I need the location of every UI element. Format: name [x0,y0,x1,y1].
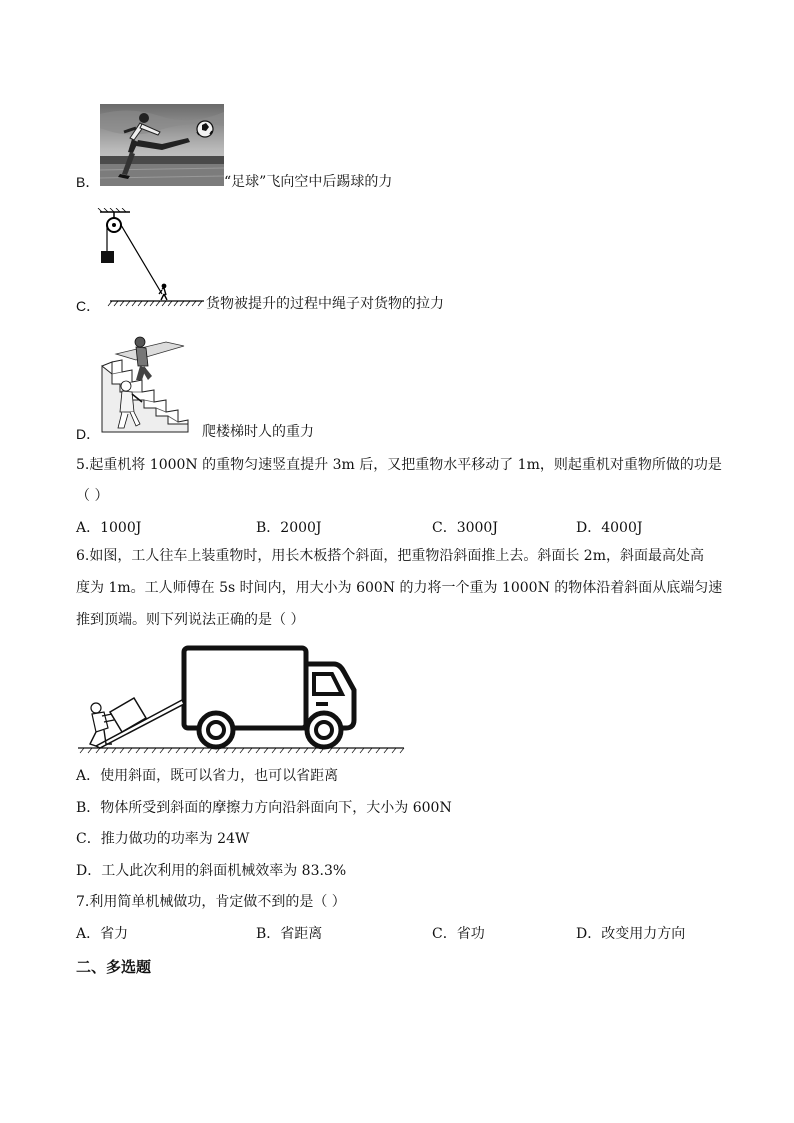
truck-ramp-diagram [76,642,406,754]
stair-climbing-illustration [96,332,192,436]
section-title: 二、多选题 [76,958,152,976]
q6-stem-line2: 度为 1m。工人师傅在 5s 时间内，用大小为 600N 的力将一个重为 1000N 的物体沿着斜面从底端匀速 [76,580,723,596]
q7-option-d[interactable]: D．改变用力方向 [576,926,686,942]
option-c-letter: C． [76,298,101,314]
option-b-caption: “足球”飞向空中后踢球的力 [224,174,393,190]
q6-option-a[interactable]: A．使用斜面，既可以省力，也可以省距离 [76,768,339,784]
q7-stem: 7.利用简单机械做功，肯定做不到的是（ ） [76,894,346,910]
q6-stem-line1: 6.如图，工人往车上装重物时，用长木板搭个斜面，把重物沿斜面推上去。斜面长 2m，斜面最高处高 [76,548,704,564]
q6-option-c[interactable]: C．推力做功的功率为 24W [76,831,250,847]
q5-option-c[interactable]: C．3000J [432,520,498,536]
pulley-diagram [96,208,206,308]
q7-option-c[interactable]: C．省功 [432,926,485,942]
q6-option-d[interactable]: D．工人此次利用的斜面机械效率为 83.3% [76,863,347,879]
q6-option-b[interactable]: B．物体所受到斜面的摩擦力方向沿斜面向下，大小为 600N [76,800,452,816]
q5-stem-line1: 5.起重机将 1000N 的重物匀速竖直提升 3m 后，又把重物水平移动了 1m，则起重机对重物所做的功是 [76,457,722,473]
q5-option-d[interactable]: D．4000J [576,520,643,536]
soccer-kick-photo [100,104,224,186]
q5-stem-line2: （ ） [76,488,109,504]
q7-option-b[interactable]: B．省距离 [256,926,323,942]
q5-option-a[interactable]: A．1000J [76,520,142,536]
option-d-caption: 爬楼梯时人的重力 [202,424,314,440]
q6-stem-line3: 推到顶端。则下列说法正确的是（ ） [76,612,305,628]
q7-option-a[interactable]: A．省力 [76,926,129,942]
option-d-letter: D． [76,426,101,442]
option-c-caption: 货物被提升的过程中绳子对货物的拉力 [206,296,444,312]
option-b-letter: B． [76,174,100,190]
q5-option-b[interactable]: B．2000J [256,520,322,536]
